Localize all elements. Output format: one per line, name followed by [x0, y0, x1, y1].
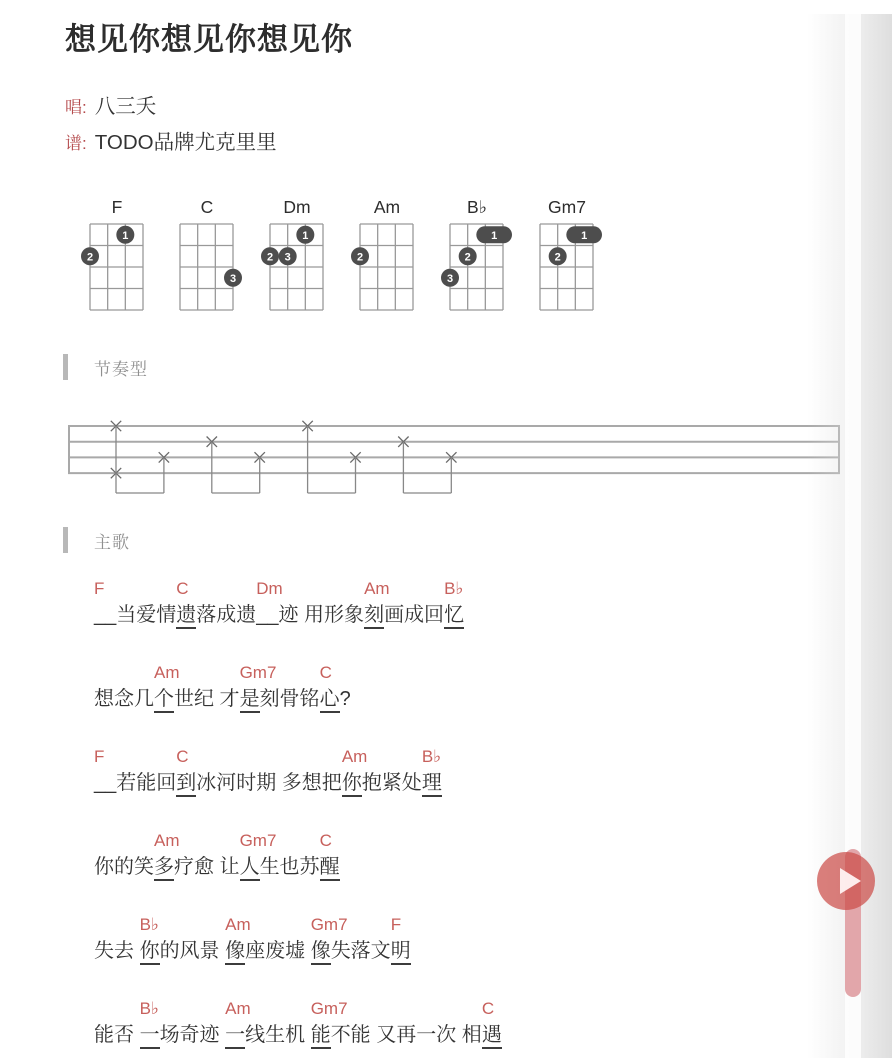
finger-number: 3 [446, 272, 454, 285]
lyric-text-underlined: 你 [342, 771, 362, 797]
lyric-text-underlined: 能 [311, 1023, 331, 1049]
lyric-line [94, 829, 892, 881]
chord-annotation: C [176, 579, 189, 598]
lyric-text: 失去 [94, 940, 140, 962]
rhythm-staff [68, 418, 892, 505]
lyric-text-underlined: 像 [225, 939, 245, 965]
lyric-token [422, 745, 442, 797]
lyric-text: 世纪 才 [174, 688, 240, 710]
chord-annotation: Gm7 [239, 663, 277, 682]
lyric-token [196, 745, 342, 797]
score-label: 谱: [65, 134, 87, 153]
chord-annotation: F [94, 579, 105, 598]
lyric-token [341, 745, 368, 797]
verse-block [94, 577, 892, 1049]
lyric-line [94, 661, 892, 713]
chord-diagram [528, 197, 606, 318]
chord-grid [168, 221, 246, 313]
lyric-text: __ [94, 604, 117, 626]
chord-name: C [200, 197, 214, 217]
chord-annotation: F [390, 915, 402, 934]
lyric-line [94, 745, 892, 797]
chord-grid [78, 221, 156, 313]
verse-section-header [63, 527, 892, 553]
lyric-token [256, 577, 283, 629]
rhythm-section-header [63, 354, 892, 380]
lyric-text-underlined: 一 [140, 1023, 160, 1049]
lyric-token [174, 661, 240, 713]
lyric-token [94, 577, 116, 629]
chord-annotation: Dm [256, 579, 283, 598]
lyric-token [116, 745, 176, 797]
section-bar [63, 527, 68, 553]
lyric-token [154, 829, 180, 881]
chord-annotation: Am [364, 579, 390, 598]
lyric-text-underlined: 人 [240, 855, 260, 881]
finger-number: 1 [581, 229, 588, 242]
chord-name: B♭ [467, 197, 487, 217]
lyric-text: 画成回 [384, 604, 445, 626]
singer-row [65, 89, 892, 125]
chord-name: F [111, 197, 123, 217]
lyric-text: 线生机 [245, 1024, 311, 1046]
lyric-token [331, 913, 391, 965]
section-bar [63, 354, 68, 380]
singer-name: 八三夭 [94, 95, 157, 118]
finger-number: 2 [356, 251, 364, 264]
lyric-token [94, 913, 140, 965]
page-title: 想见你想见你想见你 [65, 22, 353, 57]
finger-number: 3 [229, 272, 237, 285]
score-name: TODO品牌尤克里里 [94, 131, 277, 154]
lyric-text-underlined: 像 [311, 939, 331, 965]
lyric-text: __ [256, 604, 279, 626]
lyric-text-underlined: 心 [320, 687, 340, 713]
lyric-token [154, 661, 180, 713]
lyric-text: 的风景 [159, 940, 226, 962]
lyric-token [160, 913, 226, 965]
chord-annotation: Am [225, 999, 251, 1018]
chord-annotation: B♭ [139, 915, 159, 934]
chord-annotation: C [176, 747, 189, 766]
finger-number: 2 [554, 251, 561, 264]
lyric-token [340, 661, 351, 713]
lyric-token [310, 913, 348, 965]
lyric-token [140, 997, 160, 1049]
lyric-token [176, 577, 196, 629]
lyric-text: 疗愈 让 [174, 856, 240, 878]
lyric-token [245, 997, 311, 1049]
lyric-text: 生也苏 [259, 856, 320, 878]
chord-diagram [258, 197, 336, 318]
lyric-text: 冰河时期 多想把 [196, 772, 342, 794]
chord-diagram [168, 197, 246, 318]
lyric-text: 迹 用形象 [278, 604, 365, 626]
chord-diagram [348, 197, 426, 318]
rhythm-staff-svg [68, 418, 840, 500]
chord-annotation: Gm7 [310, 999, 348, 1018]
chord-sheet-page [0, 14, 892, 1049]
lyric-text: 若能回 [116, 772, 177, 794]
lyric-line [94, 913, 892, 965]
chord-annotation: B♭ [139, 999, 159, 1018]
chord-name: Gm7 [548, 197, 586, 217]
finger-number: 1 [302, 229, 309, 242]
lyric-token [174, 829, 240, 881]
lyric-token [94, 997, 140, 1049]
lyric-token [239, 661, 277, 713]
chord-grid [348, 221, 426, 313]
chord-annotation: B♭ [421, 747, 442, 766]
lyric-token [320, 829, 340, 881]
lyric-token [94, 745, 116, 797]
lyric-text-underlined: 是 [240, 687, 260, 713]
score-row [65, 125, 892, 161]
lyric-token [239, 829, 277, 881]
chord-annotation: B♭ [444, 579, 464, 598]
lyric-text-underlined: 遇 [482, 1023, 502, 1049]
lyric-text: 你的笑 [94, 856, 154, 878]
lyric-line [94, 577, 892, 629]
lyric-text: ? [339, 688, 351, 710]
chord-diagram-row [78, 197, 892, 318]
play-button[interactable] [817, 852, 875, 910]
lyric-token [196, 577, 256, 629]
lyric-token [320, 661, 340, 713]
finger-number: 2 [266, 251, 274, 264]
lyric-line [94, 997, 892, 1049]
lyric-token [225, 997, 251, 1049]
verse-section-title: 主歌 [94, 532, 130, 552]
lyric-text-underlined: 忆 [444, 603, 464, 629]
lyric-token [260, 661, 320, 713]
lyric-text-underlined: 遗 [176, 603, 196, 629]
lyric-text: 座废墟 [245, 940, 311, 962]
lyric-token [444, 577, 464, 629]
lyric-text-underlined: 刻 [364, 603, 384, 629]
lyric-text: 能否 [94, 1024, 140, 1046]
lyric-token [225, 913, 251, 965]
chord-annotation: F [94, 747, 105, 766]
singer-label: 唱: [65, 98, 87, 117]
chord-grid [528, 221, 606, 313]
lyric-token [116, 577, 176, 629]
lyric-token [279, 577, 365, 629]
lyric-token [331, 997, 482, 1049]
lyric-text: 当爱情 [116, 604, 177, 626]
lyric-text: 想念几 [94, 688, 154, 710]
finger-number: 1 [491, 229, 498, 242]
chord-diagram [438, 197, 516, 318]
finger-number: 2 [86, 251, 94, 264]
lyric-text-underlined: 多 [154, 855, 174, 881]
lyric-token [94, 661, 154, 713]
play-icon [840, 868, 861, 894]
chord-annotation: Am [154, 663, 180, 682]
lyric-text: 抱紧处 [361, 772, 422, 794]
chord-grid [258, 221, 336, 313]
chord-name: Am [373, 197, 401, 217]
finger-number: 1 [122, 229, 129, 242]
rhythm-section-title: 节奏型 [94, 359, 148, 379]
lyric-text-underlined: 个 [154, 687, 174, 713]
chord-annotation: C [319, 663, 332, 682]
lyric-token [245, 913, 311, 965]
lyric-token [384, 577, 444, 629]
chord-diagram [78, 197, 156, 318]
lyric-token [482, 997, 502, 1049]
lyric-token [391, 913, 411, 965]
finger-number: 3 [284, 251, 291, 264]
finger-number: 2 [464, 251, 471, 264]
chord-name: Dm [283, 197, 311, 217]
lyric-text-underlined: 一 [225, 1023, 245, 1049]
lyric-token [310, 997, 348, 1049]
chord-annotation: C [319, 831, 332, 850]
lyric-text: 不能 又再一次 相 [330, 1024, 482, 1046]
lyric-token [160, 997, 226, 1049]
lyric-text: 失落文 [330, 940, 391, 962]
chord-annotation: C [481, 999, 495, 1018]
lyric-text-underlined: 到 [176, 771, 196, 797]
chord-annotation: Am [225, 915, 251, 934]
lyric-token [140, 913, 160, 965]
lyric-text: 落成遗 [196, 604, 257, 626]
lyric-token [364, 577, 390, 629]
lyric-text-underlined: 明 [391, 939, 411, 965]
chord-grid [438, 221, 516, 313]
chord-annotation: Am [154, 831, 180, 850]
chord-annotation: Am [341, 747, 368, 766]
lyric-text-underlined: 醒 [320, 855, 340, 881]
lyric-text-underlined: 理 [422, 771, 442, 797]
lyric-text: 刻骨铭 [259, 688, 320, 710]
chord-annotation: Gm7 [239, 831, 277, 850]
lyric-text-underlined: 你 [140, 939, 160, 965]
lyric-token [362, 745, 422, 797]
chord-annotation: Gm7 [310, 915, 348, 934]
lyric-token [176, 745, 196, 797]
lyric-token [260, 829, 320, 881]
lyric-text: 场奇迹 [159, 1024, 226, 1046]
lyric-text: __ [94, 772, 117, 794]
lyric-token [94, 829, 154, 881]
